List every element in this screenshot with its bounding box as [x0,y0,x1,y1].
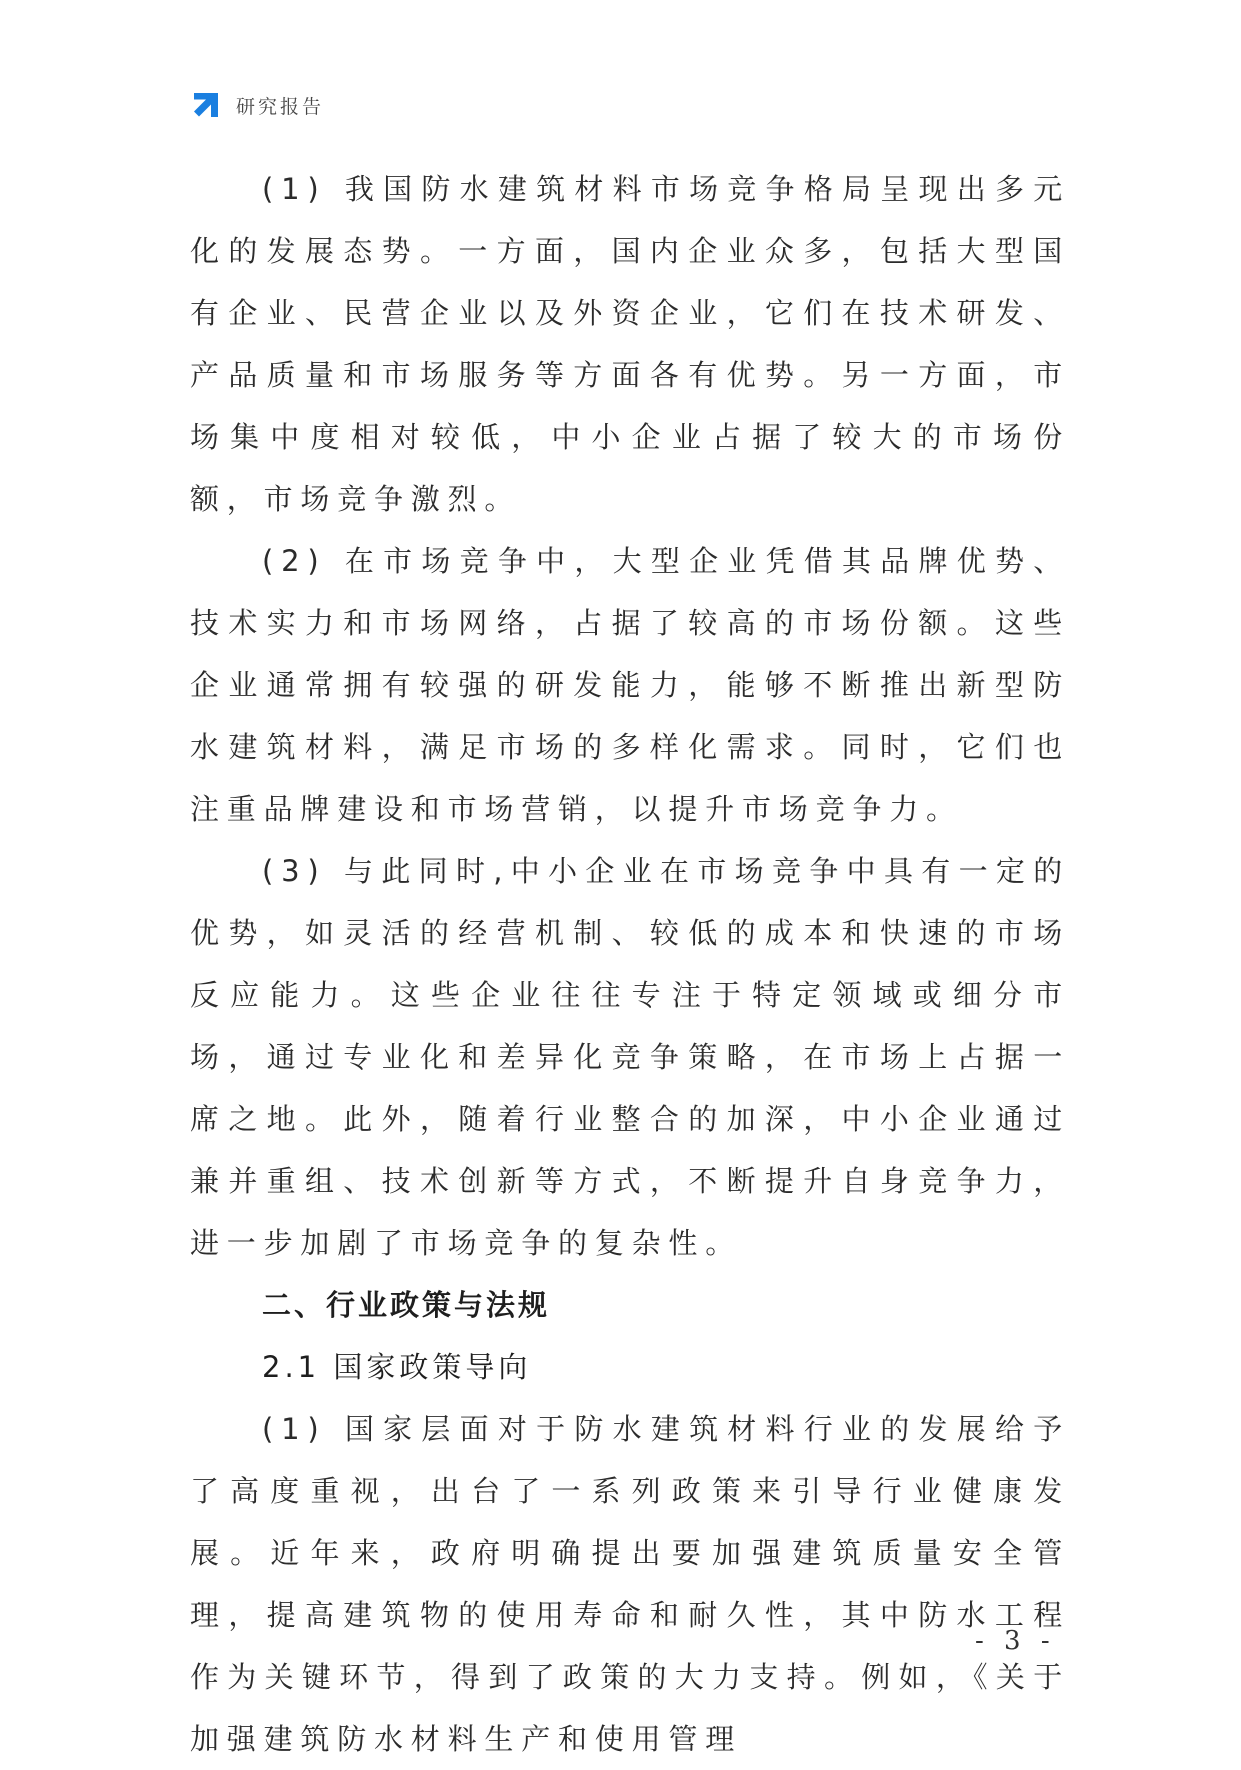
header-title: 研究报告 [236,95,325,118]
arrow-up-right-icon [190,89,222,121]
subsection-heading: 2.1 国家政策导向 [262,1350,532,1384]
paragraph-3: (3) 与此同时,中小企业在市场竞争中具有一定的优势，如灵活的经营机制、较低的成本和快速的市场反应能力。这些企业往往专注于特定领域或细分市场，通过专业化和差异化竞争策略，在市场上占据一席之地。此外，随着行业整合的加深，中小企业通过兼并重组、技术创新等方式，不断提升自身竞争力，进一步加剧了市场竞争的复杂性。 [190,854,1070,1260]
paragraph-4: (1) 国家层面对于防水建筑材料行业的发展给予了高度重视，出台了一系列政策来引导行业健康发展。近年来，政府明确提出要加强建筑质量安全管理，提高建筑物的使用寿命和耐久性，其中防水工程作为关键环节，得到了政策的大力支持。例如，《关于加强建筑防水材料生产和使用管理 [190,1412,1070,1756]
paragraph-1: (1) 我国防水建筑材料市场竞争格局呈现出多元化的发展态势。一方面，国内企业众多，包括大型国有企业、民营企业以及外资企业，它们在技术研发、产品质量和市场服务等方面各有优势。另一方面，市场集中度相对较低，中小企业占据了较大的市场份额，市场竞争激烈。 [190,172,1070,516]
page-number: - 3 - [975,1626,1056,1656]
section-heading: 二、行业政策与法规 [262,1288,551,1322]
document-body [190,158,1070,1770]
paragraph-2: (2) 在市场竞争中，大型企业凭借其品牌优势、技术实力和市场网络，占据了较高的市场份额。这些企业通常拥有较强的研发能力，能够不断推出新型防水建筑材料，满足市场的多样化需求。同时，它们也注重品牌建设和市场营销，以提升市场竞争力。 [190,544,1070,826]
report-header [190,88,324,122]
